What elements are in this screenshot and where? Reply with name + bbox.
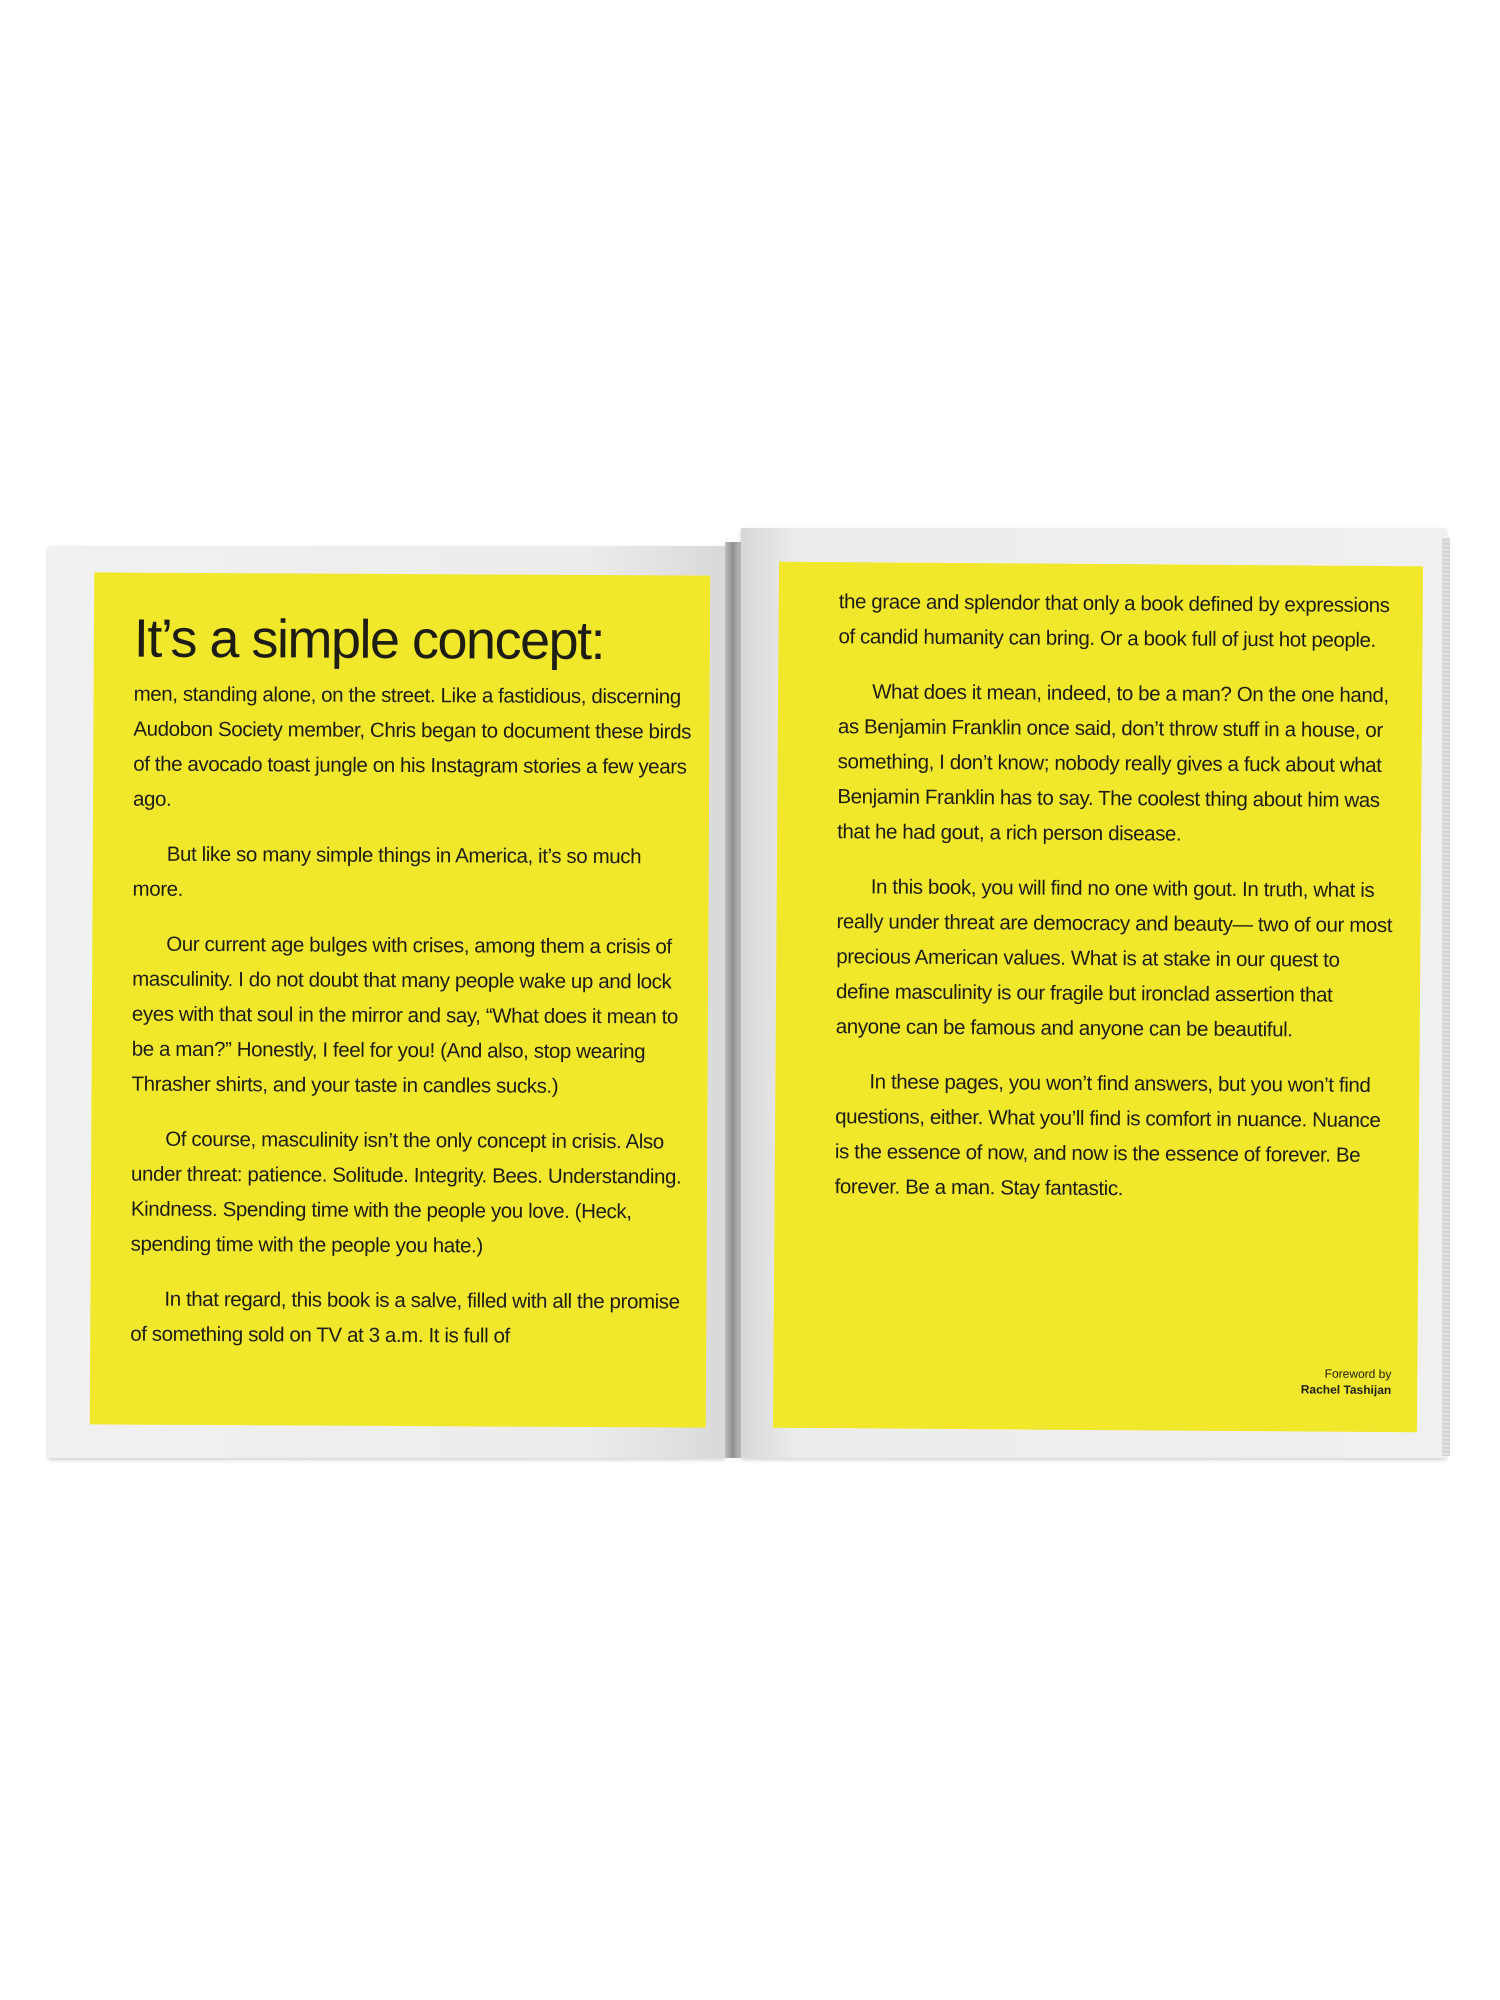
center-gutter xyxy=(725,542,741,1458)
left-yellow-page xyxy=(90,572,710,1427)
paragraph: In these pages, you won’t find answers, but you won’t find questions, either. What you’ll find is comfort in nuance. Nuance is the essence of now, and now is the essence of forever. Be forever. Be a man. Stay fantastic. xyxy=(834,1070,1381,1201)
headline: It’s a simple concept: xyxy=(133,608,605,672)
magazine-spread xyxy=(48,528,1452,1458)
left-page-text xyxy=(130,607,694,1410)
right-page-text xyxy=(833,584,1399,1418)
credit-name: Rachel Tashijan xyxy=(1300,1382,1392,1398)
right-yellow-page xyxy=(773,562,1423,1432)
paragraph: men, standing alone, on the street. Like a fastidious, discerning Audobon Society member, Chris began to document these birds of the avocado toast jungle on his Instagram stories a few years ago. xyxy=(132,682,692,811)
page-edges xyxy=(1442,538,1450,1456)
paragraph: Our current age bulges with crises, among them a crisis of masculinity. I do not doubt that many people wake up and lock eyes with that soul in the mirror and say, “What does it mean to be a man?” Honestly, I feel for you! (And also, stop wearing Thrasher shirts, and your taste in candles sucks.) xyxy=(131,932,678,1098)
paragraph: But like so many simple things in America, it’s so much more. xyxy=(132,842,642,901)
paragraph: What does it mean, indeed, to be a man? On the one hand, as Benjamin Franklin once said, don’t throw stuff in a house, or something, I don’t know; nobody really gives a fuck about what Benjamin Franklin has to say. The coolest thing about him was that he had gout, a rich person disease. xyxy=(837,680,1389,846)
paragraph: In this book, you will find no one with gout. In truth, what is really under threat are democracy and beauty— two of our most precious American values. What is at stake in our quest to define masculinity is our fragile but ironclad assertion that anyone can be famous and anyone can be beautiful. xyxy=(835,875,1393,1042)
foreword-credit xyxy=(1301,1365,1392,1398)
credit-role: Foreword by xyxy=(1324,1366,1392,1382)
paragraph: In that regard, this book is a salve, filled with all the promise of something sold on TV at 3 a.m. It is full of xyxy=(130,1287,680,1348)
paragraph: Of course, masculinity isn’t the only concept in crisis. Also under threat: patience. Solitude. Integrity. Bees. Understanding. Kindness. Spending time with the people you love. (Heck, spending time with the people you hate.) xyxy=(130,1127,682,1258)
paragraph: the grace and splendor that only a book defined by expressions of candid humanity can bring. Or a book full of just hot people. xyxy=(838,590,1390,652)
